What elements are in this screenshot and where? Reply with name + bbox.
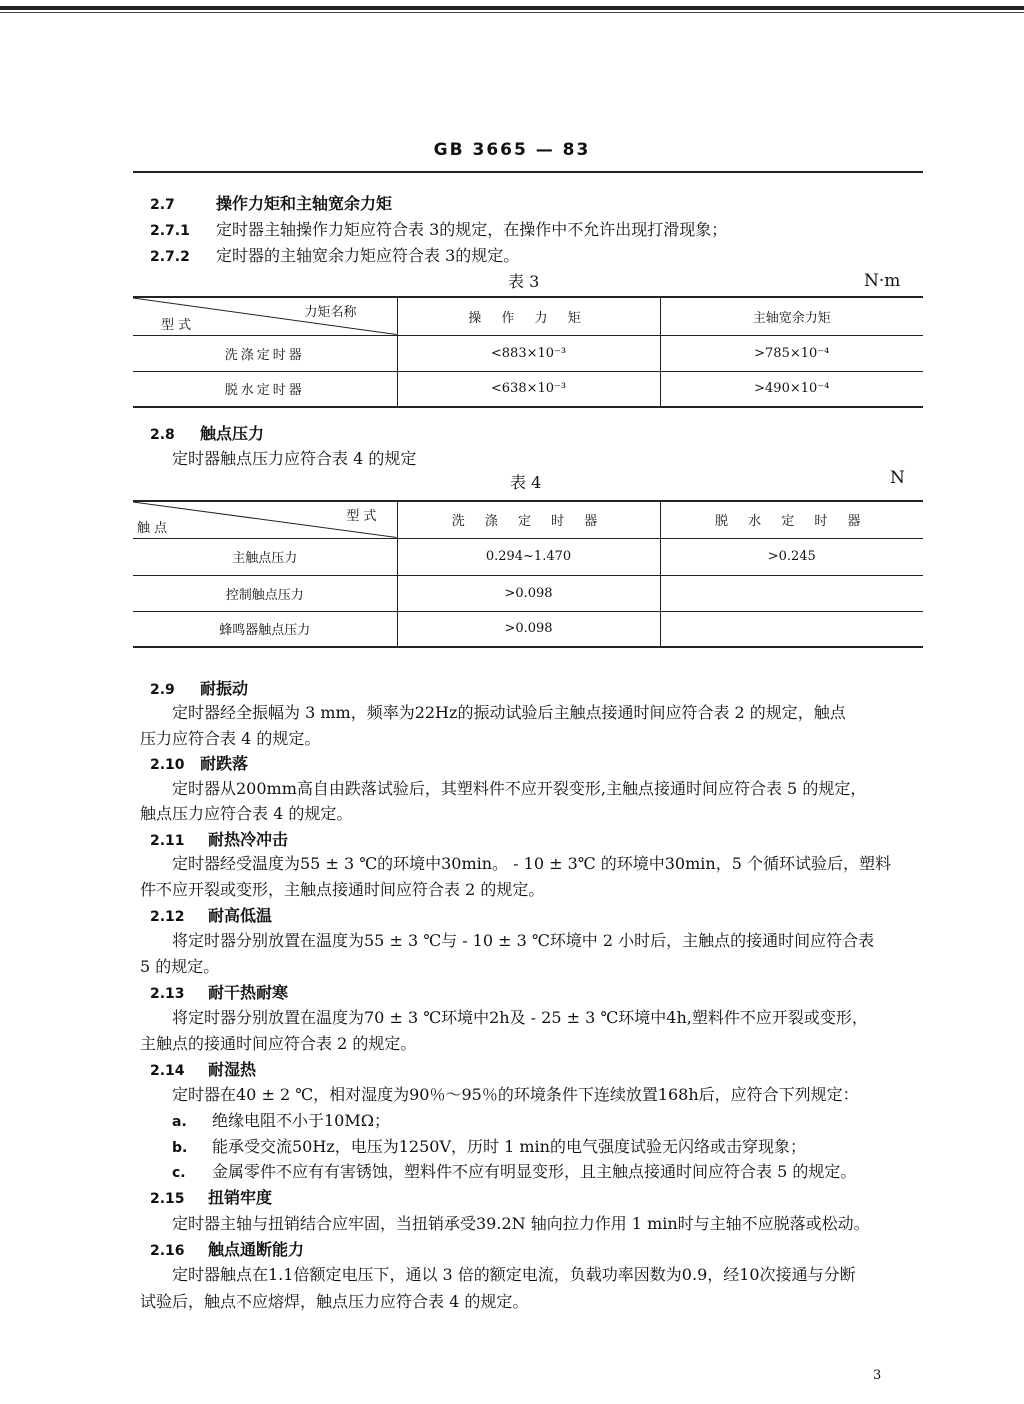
standard-code: GB 3665 — 83: [433, 140, 591, 160]
section-2-7-1: [150, 217, 727, 240]
list-item: [172, 1159, 856, 1182]
list-marker: a.: [172, 1114, 187, 1130]
table-row: [133, 575, 923, 611]
corner-top-label: 型 式: [346, 509, 377, 524]
section-number: 2.8: [150, 427, 175, 443]
table-cell: [660, 611, 923, 647]
section-title: 耐高低温: [208, 906, 273, 925]
section-title: 耐跌落: [200, 754, 249, 773]
section-number: 2.7: [150, 197, 175, 213]
paragraph-line: 定时器触点在1.1倍额定电压下，通以 3 倍的额定电流，负载功率因数为0.9，经10次接通与分断: [172, 1265, 856, 1284]
table-header-row: [133, 501, 923, 538]
table-cell: <638×10⁻³: [397, 371, 660, 407]
table-3-unit: N·m: [864, 271, 901, 291]
section-2-9: [150, 676, 248, 699]
paragraph-line: 将定时器分别放置在温度为55 ± 3 ℃与 - 10 ± 3 ℃环境中 2 小时后，主触点的接通时间应符合表: [172, 931, 875, 950]
section-title: 耐振动: [200, 679, 249, 698]
paragraph-line: 5 的规定。: [140, 957, 220, 976]
section-2-12: [150, 903, 272, 926]
table-cell: >0.098: [397, 611, 660, 647]
paragraph-line: 试验后，触点不应熔焊，触点压力应符合表 4 的规定。: [140, 1292, 529, 1311]
section-title: 扭销牢度: [208, 1188, 273, 1207]
section-title: 耐热冷冲击: [208, 830, 289, 849]
paragraph-line: 主触点的接通时间应符合表 2 的规定。: [140, 1034, 417, 1053]
list-marker: b.: [172, 1140, 188, 1156]
paragraph-line: 压力应符合表 4 的规定。: [140, 729, 321, 748]
list-item-text: 绝缘电阻不小于10MΩ；: [212, 1111, 391, 1130]
diagonal-header-cell: [133, 297, 397, 335]
section-title: 操作力矩和主轴宽余力矩: [216, 194, 393, 213]
table-3-caption: 表 3: [508, 272, 540, 291]
section-title: 触点压力: [200, 424, 265, 443]
list-marker: c.: [172, 1165, 186, 1181]
table-4: [133, 500, 923, 648]
table-row: [133, 371, 923, 407]
section-number: 2.14: [150, 1063, 185, 1079]
paragraph-text: 定时器的主轴宽余力矩应符合表 3的规定。: [216, 246, 520, 265]
section-2-15: [150, 1185, 272, 1208]
section-title: 耐干热耐寒: [208, 983, 289, 1002]
section-2-16: [150, 1237, 304, 1260]
section-number: 2.13: [150, 986, 185, 1002]
section-2-11: [150, 827, 288, 850]
table-cell: <883×10⁻³: [397, 335, 660, 371]
diagonal-header-cell: [133, 501, 397, 538]
section-number: 2.7.2: [150, 249, 190, 265]
column-header: 脱 水 定 时 器: [660, 501, 923, 538]
list-item-text: 能承受交流50Hz，电压为1250V，历时 1 min的电气强度试验无闪络或击穿现象；: [212, 1137, 806, 1156]
paragraph-line: 件不应开裂或变形，主触点接通时间应符合表 2 的规定。: [140, 880, 545, 899]
table-cell: >0.098: [397, 575, 660, 611]
header-rule: [133, 171, 923, 173]
section-2-10: [150, 751, 248, 774]
table-cell: 0.294~1.470: [397, 538, 660, 575]
row-label: 蜂鸣器触点压力: [133, 611, 397, 647]
table-row: [133, 611, 923, 647]
section-number: 2.11: [150, 833, 185, 849]
corner-bottom-label: 触 点: [137, 520, 168, 536]
paragraph-line: 定时器经全振幅为 3 mm，频率为22Hz的振动试验后主触点接通时间应符合表 2 的规定，触点: [172, 703, 846, 722]
list-item-text: 金属零件不应有有害锈蚀，塑料件不应有明显变形，且主触点接通时间应符合表 5 的规定。: [212, 1162, 857, 1181]
table-header-row: [133, 297, 923, 335]
paragraph-line: 定时器经受温度为55 ± 3 ℃的环境中30min。 - 10 ± 3℃ 的环境中30min，5 个循环试验后，塑料: [172, 854, 891, 873]
list-item: [172, 1134, 806, 1157]
table-cell: >490×10⁻⁴: [660, 371, 923, 407]
section-number: 2.10: [150, 757, 185, 773]
section-title: 触点通断能力: [208, 1240, 305, 1259]
row-label: 脱水定时器: [133, 371, 397, 407]
section-number: 2.15: [150, 1191, 185, 1207]
table-4-unit: N: [890, 468, 905, 488]
section-2-14: [150, 1057, 256, 1080]
section-number: 2.12: [150, 909, 185, 925]
table-3: [133, 296, 923, 408]
section-2-7-2: [150, 243, 519, 266]
column-header: 洗 涤 定 时 器: [397, 501, 660, 538]
list-item: [172, 1108, 390, 1131]
top-border-rule-thin: [0, 12, 1024, 13]
paragraph-line: 定时器主轴与扭销结合应牢固，当扭销承受39.2N 轴向拉力作用 1 min时与主轴不应脱落或松动。: [172, 1214, 870, 1233]
table-row: [133, 538, 923, 575]
section-2-7: [150, 191, 392, 214]
paragraph-line: 触点压力应符合表 4 的规定。: [140, 804, 353, 823]
column-header: 主轴宽余力矩: [660, 297, 923, 335]
paragraph-text: 定时器主轴操作力矩应符合表 3的规定，在操作中不允许出现打滑现象；: [216, 220, 728, 239]
page-number: 3: [873, 1368, 882, 1383]
paragraph-line: 定时器从200mm高自由跌落试验后，其塑料件不应开裂变形,主触点接通时间应符合表 5 的规定，: [172, 779, 867, 798]
table-row: [133, 335, 923, 371]
section-2-8-text: 定时器触点压力应符合表 4 的规定: [172, 449, 417, 468]
paragraph-line: 将定时器分别放置在温度为70 ± 3 ℃环境中2h及 - 25 ± 3 ℃环境中4h,塑料件不应开裂或变形，: [172, 1008, 868, 1027]
table-cell: >785×10⁻⁴: [660, 335, 923, 371]
table-4-caption: 表 4: [510, 473, 542, 492]
top-border-rule: [0, 6, 1024, 10]
corner-top-label: 力矩名称: [304, 305, 357, 320]
table-cell: [660, 575, 923, 611]
row-label: 洗涤定时器: [133, 335, 397, 371]
corner-bottom-label: 型 式: [161, 317, 192, 333]
section-2-8: [150, 421, 264, 444]
section-title: 耐湿热: [208, 1060, 257, 1079]
section-2-13: [150, 980, 288, 1003]
table-cell: >0.245: [660, 538, 923, 575]
row-label: 控制触点压力: [133, 575, 397, 611]
section-number: 2.7.1: [150, 223, 190, 239]
section-number: 2.16: [150, 1243, 185, 1259]
section-number: 2.9: [150, 682, 175, 698]
row-label: 主触点压力: [133, 538, 397, 575]
paragraph-line: 定时器在40 ± 2 ℃，相对湿度为90％～95％的环境条件下连续放置168h后，应符合下列规定：: [172, 1085, 859, 1104]
column-header: 操 作 力 矩: [397, 297, 660, 335]
